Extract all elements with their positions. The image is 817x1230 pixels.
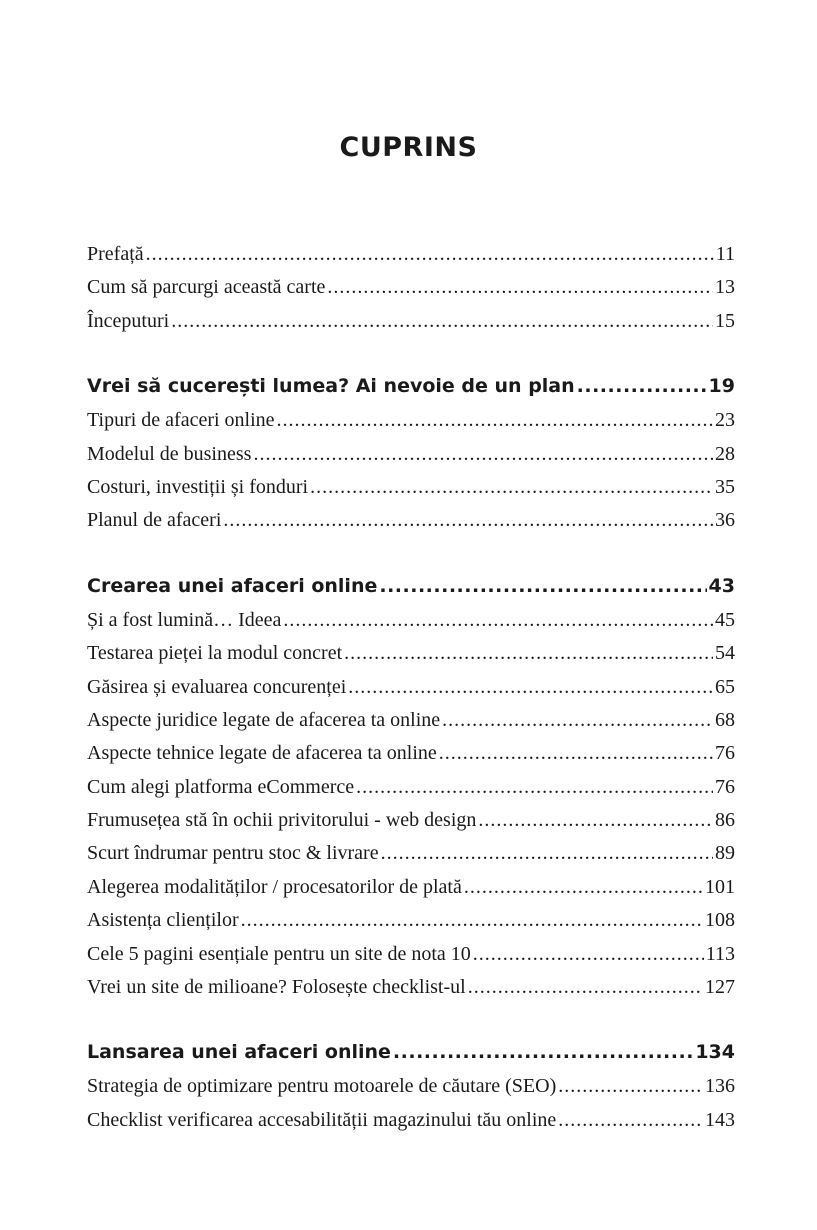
toc-group (87, 1034, 735, 1137)
page-number: 19 (708, 375, 735, 398)
dot-leader (442, 704, 713, 737)
entry-label: Crearea unei afaceri online (87, 574, 378, 597)
toc-entry[interactable] (87, 837, 735, 870)
toc-section-heading[interactable] (87, 568, 735, 604)
page-number: 23 (715, 409, 735, 432)
entry-label: Cum alegi platforma eCommerce (87, 775, 355, 798)
toc-group (87, 368, 735, 538)
entry-label: Tipuri de afaceri online (87, 409, 275, 432)
page-number: 136 (705, 1075, 735, 1098)
page-number: 45 (715, 608, 735, 631)
dot-leader (558, 1070, 703, 1103)
dot-leader (171, 305, 713, 338)
page-number: 65 (715, 675, 735, 698)
toc-entry[interactable] (87, 971, 735, 1004)
entry-label: Cum să parcurgi această carte (87, 276, 326, 299)
dot-leader (577, 368, 707, 404)
entry-label: Asistența clienților (87, 909, 239, 932)
page-number: 13 (715, 276, 735, 299)
page-number: 76 (715, 775, 735, 798)
page-number: 15 (715, 309, 735, 332)
page-number: 35 (715, 475, 735, 498)
page-number: 89 (715, 842, 735, 865)
toc-group (87, 568, 735, 1005)
dot-leader (381, 837, 713, 870)
dot-leader (379, 568, 706, 604)
dot-leader (468, 971, 703, 1004)
page-number: 143 (705, 1108, 735, 1131)
toc-entry[interactable] (87, 771, 735, 804)
dot-leader (310, 471, 713, 504)
toc-entry[interactable] (87, 271, 735, 304)
page-number: 101 (705, 875, 735, 898)
entry-label: Costuri, investiții și fonduri (87, 475, 309, 498)
entry-label: Aspecte tehnice legate de afacerea ta online (87, 742, 437, 765)
toc-entry[interactable] (87, 704, 735, 737)
page-number: 134 (695, 1041, 735, 1064)
page-title: CUPRINS (339, 132, 478, 163)
entry-label: Strategia de optimizare pentru motoarele de căutare (SEO) (87, 1075, 557, 1098)
entry-label: Frumusețea stă în ochii privitorului - web design (87, 809, 477, 832)
dot-leader (283, 604, 713, 637)
page-number: 86 (715, 809, 735, 832)
entry-label: Vrei să cucerești lumea? Ai nevoie de un plan (87, 375, 575, 398)
toc-section-heading[interactable] (87, 1034, 735, 1070)
entry-label: Începuturi (87, 309, 170, 332)
entry-label: Lansarea unei afaceri online (87, 1041, 391, 1064)
dot-leader (464, 871, 703, 904)
toc-entry[interactable] (87, 504, 735, 537)
toc-entry[interactable] (87, 938, 735, 971)
entry-label: Și a fost lumină… Ideea (87, 608, 282, 631)
dot-leader (558, 1104, 703, 1137)
toc-entry[interactable] (87, 305, 735, 338)
page-number: 43 (708, 574, 735, 597)
page-number: 127 (705, 976, 735, 999)
dot-leader (348, 671, 713, 704)
toc-entry[interactable] (87, 438, 735, 471)
page-number: 108 (705, 909, 735, 932)
dot-leader (393, 1034, 693, 1070)
page-number: 76 (715, 742, 735, 765)
toc-entry[interactable] (87, 1070, 735, 1103)
entry-label: Checklist verificarea accesabilității magazinului tău online (87, 1108, 557, 1131)
table-of-contents (87, 238, 735, 1167)
dot-leader (344, 637, 713, 670)
dot-leader (356, 771, 713, 804)
page-number: 28 (715, 442, 735, 465)
dot-leader (241, 904, 703, 937)
entry-label: Găsirea și evaluarea concurenței (87, 675, 347, 698)
toc-entry[interactable] (87, 238, 735, 271)
toc-entry[interactable] (87, 871, 735, 904)
page-number: 68 (715, 708, 735, 731)
page-number: 36 (715, 509, 735, 532)
toc-entry[interactable] (87, 737, 735, 770)
entry-label: Modelul de business (87, 442, 252, 465)
entry-label: Vrei un site de milioane? Folosește checklist-ul (87, 976, 466, 999)
toc-group (87, 238, 735, 338)
dot-leader (277, 404, 713, 437)
toc-entry[interactable] (87, 671, 735, 704)
entry-label: Aspecte juridice legate de afacerea ta online (87, 708, 441, 731)
toc-entry[interactable] (87, 904, 735, 937)
dot-leader (253, 438, 713, 471)
dot-leader (146, 238, 714, 271)
dot-leader (223, 504, 713, 537)
entry-label: Alegerea modalităților / procesatorilor de plată (87, 875, 462, 898)
toc-entry[interactable] (87, 404, 735, 437)
entry-label: Planul de afaceri (87, 509, 222, 532)
toc-entry[interactable] (87, 471, 735, 504)
toc-entry[interactable] (87, 804, 735, 837)
page-number: 54 (715, 642, 735, 665)
page-number: 113 (705, 942, 735, 965)
entry-label: Scurt îndrumar pentru stoc & livrare (87, 842, 379, 865)
dot-leader (327, 271, 713, 304)
toc-entry[interactable] (87, 637, 735, 670)
page-number: 11 (715, 243, 735, 265)
dot-leader (473, 938, 704, 971)
dot-leader (478, 804, 713, 837)
toc-entry[interactable] (87, 1104, 735, 1137)
entry-label: Cele 5 pagini esențiale pentru un site de nota 10 (87, 942, 471, 965)
toc-section-heading[interactable] (87, 368, 735, 404)
entry-label: Testarea pieței la modul concret (87, 642, 343, 665)
toc-entry[interactable] (87, 604, 735, 637)
entry-label: Prefață (87, 243, 144, 265)
dot-leader (439, 737, 713, 770)
